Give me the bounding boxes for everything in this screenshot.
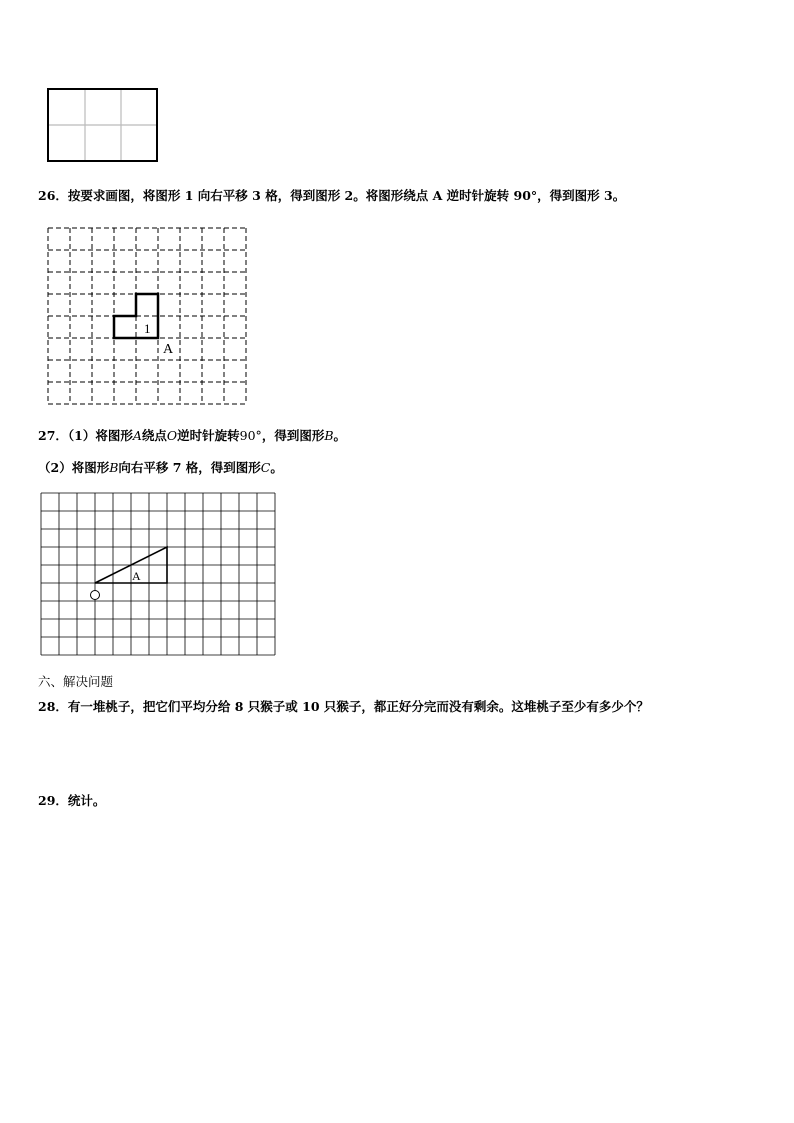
q27-part1-end: 。 <box>333 428 347 443</box>
q27-part1-mid: 绕点 <box>141 428 167 443</box>
q27-var-o: O <box>166 428 178 443</box>
question-27-part2 <box>38 458 283 476</box>
q26-dashed-grid <box>46 226 252 408</box>
q27-point-o <box>91 591 100 600</box>
top-grid-figure <box>46 87 160 163</box>
q27-part1-mid2: 逆时针旋转 <box>177 428 240 443</box>
question-28-text: 28．有一堆桃子，把它们平均分给 8 只猴子或 10 只猴子，都正好分完而没有剩余。这堆桃子至少有多少个？ <box>38 699 649 714</box>
q27-part2-prefix: （2）将图形 <box>38 460 110 475</box>
q27-part2-var-b: B <box>109 460 119 475</box>
question-27-part1 <box>38 426 346 444</box>
question-26-text: 26．按要求画图，将图形 1 向右平移 3 格，得到图形 2。将图形绕点 A 逆时针旋转 90°，得到图形 3。 <box>38 188 626 203</box>
question-29-text: 29．统计。 <box>38 793 106 808</box>
q27-var-b: B <box>324 428 334 443</box>
q26-point-a-label: A <box>163 342 174 357</box>
q27-angle: 90° <box>239 428 262 443</box>
q27-part1-mid3: ，得到图形 <box>261 428 325 443</box>
q27-grid <box>40 492 278 658</box>
q27-part1-prefix: 27．（1）将图形 <box>38 428 133 443</box>
q27-var-a: A <box>132 428 142 443</box>
q27-part2-mid: 向右平移 7 格，得到图形 <box>118 460 261 475</box>
q27-triangle-a-label: A <box>132 569 141 583</box>
q27-part2-end: 。 <box>270 460 283 475</box>
q27-var-c: C <box>260 460 271 475</box>
section-6-title: 六、解决问题 <box>38 674 114 689</box>
q26-shape-1 <box>114 294 158 338</box>
q26-shape-1-label: 1 <box>144 321 151 336</box>
